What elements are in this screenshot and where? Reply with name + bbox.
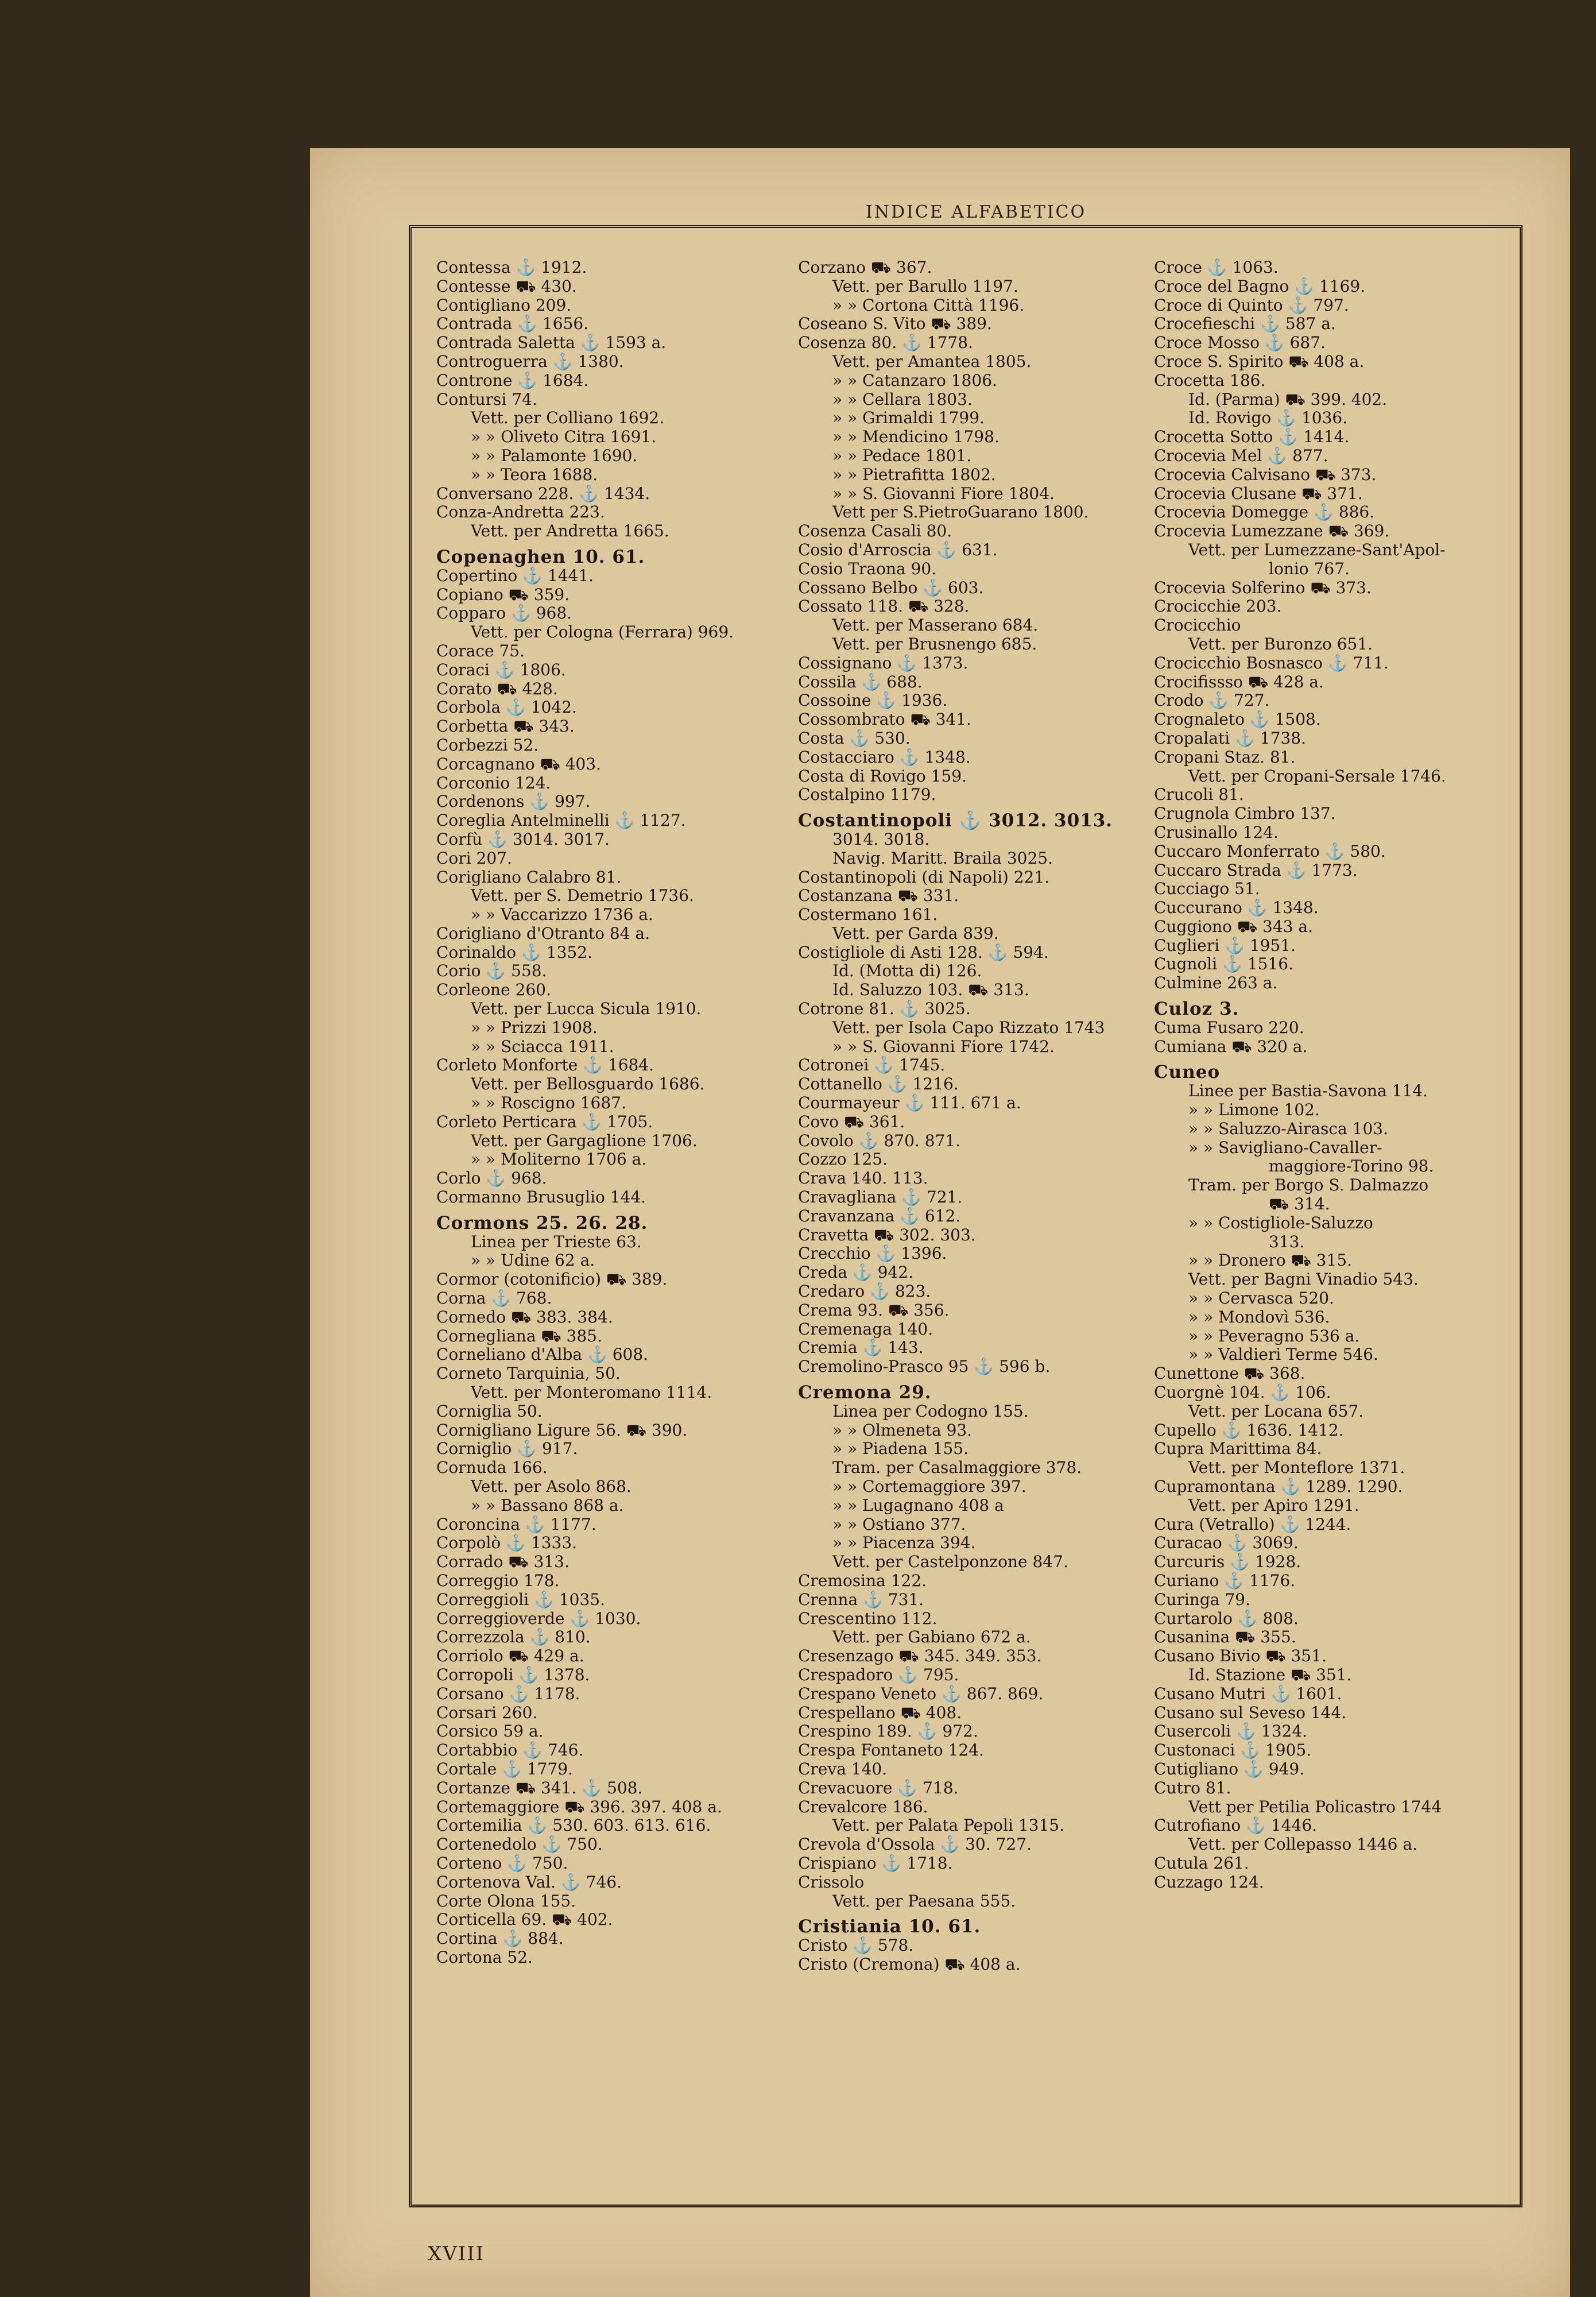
index-entry: Corigliano d'Otranto 84 a.	[436, 923, 650, 943]
index-entry: Cossila ⚓ 688.	[798, 672, 923, 691]
index-column-2	[798, 258, 1148, 2194]
index-entry: Cortona 52.	[436, 1947, 533, 1967]
index-entry: Crocicchie 203.	[1154, 597, 1282, 616]
index-entry: Crucoli 81.	[1154, 785, 1244, 805]
index-entry: Cossano Belbo ⚓ 603.	[798, 578, 984, 597]
index-entry: Vett. per Gabiano 672 a.	[832, 1627, 1031, 1647]
index-entry: Vett. per Monteromano 1114.	[471, 1383, 712, 1402]
index-entry: Cosio Traona 90.	[798, 559, 937, 578]
index-entry: Costa ⚓ 530.	[798, 728, 911, 748]
index-entry: » » Moliterno 1706 a.	[471, 1150, 647, 1169]
index-entry: Conza-Andretta 223.	[436, 502, 605, 522]
index-entry: Vett. per Lumezzane-Sant'Apol-	[1188, 540, 1446, 559]
index-entry: Corniglio ⚓ 917.	[436, 1439, 578, 1459]
index-entry: Crocevia Solferino ⛟ 373.	[1154, 578, 1372, 597]
index-entry: Cropalati ⚓ 1738.	[1154, 728, 1306, 748]
index-entry: » » Vaccarizzo 1736 a.	[471, 905, 653, 925]
index-entry: Cosenza 80. ⚓ 1778.	[798, 333, 973, 353]
index-entry: ⛟ 314.	[1269, 1194, 1330, 1214]
index-entry: lonio 767.	[1269, 559, 1350, 578]
index-entry: Corna ⚓ 768.	[436, 1289, 552, 1308]
index-entry: Vett. per Apiro 1291.	[1188, 1495, 1359, 1515]
index-entry: Cordenons ⚓ 997.	[436, 792, 591, 811]
index-entry: Crocicchio Bosnasco ⚓ 711.	[1154, 653, 1389, 672]
index-entry: Costalpino 1179.	[798, 785, 936, 805]
index-entry: Crespa Fontaneto 124.	[798, 1741, 984, 1760]
index-entry: Cornegliana ⛟ 385.	[436, 1326, 602, 1345]
index-entry: Corteno ⚓ 750.	[436, 1853, 568, 1873]
index-entry: Cutigliano ⚓ 949.	[1154, 1759, 1305, 1778]
index-entry: Vett per S.PietroGuarano 1800.	[832, 502, 1089, 522]
index-entry: Corigliano Calabro 81.	[436, 867, 622, 887]
index-entry: Cortemilia ⚓ 530. 603. 613. 616.	[436, 1816, 711, 1835]
index-entry: Corleto Monforte ⚓ 1684.	[436, 1055, 654, 1075]
index-entry: Croce di Quinto ⚓ 797.	[1154, 295, 1349, 315]
index-entry: » » Dronero ⛟ 315.	[1188, 1251, 1352, 1270]
index-entry: » » Teora 1688.	[471, 465, 598, 484]
index-entry: Corbetta ⛟ 343.	[436, 717, 575, 736]
index-entry: Navig. Maritt. Braila 3025.	[832, 848, 1053, 868]
index-entry: Id. (Motta di) 126.	[832, 961, 982, 981]
index-entry: Vett. per Bagni Vinadio 543.	[1188, 1270, 1419, 1289]
page-number: XVIII	[428, 2242, 485, 2265]
index-entry: Cortale ⚓ 1779.	[436, 1759, 573, 1778]
index-entry: Cottanello ⚓ 1216.	[798, 1074, 959, 1094]
index-entry: Cusano Bivio ⛟ 351.	[1154, 1646, 1327, 1666]
index-entry: Corsano ⚓ 1178.	[436, 1684, 580, 1703]
index-entry: Contrada ⚓ 1656.	[436, 314, 589, 334]
index-entry: Vett. per Cologna (Ferrara) 969.	[471, 622, 734, 642]
index-entry: Cortenova Val. ⚓ 746.	[436, 1872, 622, 1892]
index-entry: Croce Mosso ⚓ 687.	[1154, 333, 1326, 353]
index-entry: Costacciaro ⚓ 1348.	[798, 747, 971, 767]
index-entry: Corsico 59 a.	[436, 1722, 544, 1741]
index-entry: Croce del Bagno ⚓ 1169.	[1154, 276, 1366, 296]
index-entry: Cormor (cotonificio) ⛟ 389.	[436, 1270, 668, 1289]
index-entry: Crissolo	[798, 1872, 865, 1892]
index-entry: » » Piacenza 394.	[832, 1533, 976, 1553]
index-entry: Vett. per Locana 657.	[1188, 1401, 1364, 1421]
index-entry: Cutro 81.	[1154, 1778, 1231, 1797]
index-entry: » » Piadena 155.	[832, 1439, 969, 1459]
index-entry: Covolo ⚓ 870. 871.	[798, 1131, 961, 1150]
index-entry: Cravagliana ⚓ 721.	[798, 1188, 963, 1207]
index-entry: Linea per Codogno 155.	[832, 1401, 1029, 1421]
index-entry: Cossato 118. ⛟ 328.	[798, 597, 970, 616]
index-entry: Vett. per Palata Pepoli 1315.	[832, 1816, 1064, 1835]
index-entry: Corzano ⛟ 367.	[798, 258, 932, 277]
index-entry: Cuglieri ⚓ 1951.	[1154, 935, 1296, 955]
index-entry: 313.	[1269, 1232, 1305, 1251]
index-entry: » » Prizzi 1908.	[471, 1018, 598, 1037]
index-entry: Vett. per Garda 839.	[832, 923, 999, 943]
index-entry: Cutrofiano ⚓ 1446.	[1154, 1816, 1318, 1835]
index-entry: Coraci ⚓ 1806.	[436, 660, 566, 679]
index-entry: Crocevia Mel ⚓ 877.	[1154, 446, 1328, 465]
index-entry: » » Udine 62 a.	[471, 1251, 595, 1270]
index-entry: Id. Stazione ⛟ 351.	[1188, 1665, 1352, 1684]
index-entry: » » Cellara 1803.	[832, 389, 973, 409]
index-entry: Curtarolo ⚓ 808.	[1154, 1608, 1299, 1628]
index-entry: Crespellano ⛟ 408.	[798, 1703, 962, 1722]
index-entry: Correggio 178.	[436, 1571, 560, 1590]
index-entry: Corleto Perticara ⚓ 1705.	[436, 1112, 653, 1131]
index-entry: Croce ⚓ 1063.	[1154, 258, 1279, 277]
index-entry: Cupra Marittima 84.	[1154, 1439, 1322, 1459]
index-entry: Crocetta Sotto ⚓ 1414.	[1154, 427, 1350, 447]
index-entry: Cusano sul Seveso 144.	[1154, 1703, 1347, 1722]
index-entry: 3014. 3018.	[832, 829, 930, 849]
index-entry: Crocicchio	[1154, 616, 1241, 635]
index-entry: Crocetta 186.	[1154, 370, 1266, 390]
index-entry: Crespino 189. ⚓ 972.	[798, 1722, 978, 1741]
index-entry: Corneto Tarquinia, 50.	[436, 1364, 621, 1383]
index-entry: Cotrone 81. ⚓ 3025.	[798, 999, 971, 1019]
index-entry: Contessa ⚓ 1912.	[436, 258, 587, 277]
index-entry: Cormanno Brusuglio 144.	[436, 1188, 646, 1207]
index-entry: Cravetta ⛟ 302. 303.	[798, 1225, 976, 1244]
index-entry: Tram. per Borgo S. Dalmazzo	[1188, 1175, 1429, 1195]
index-entry: Correzzola ⚓ 810.	[436, 1627, 591, 1647]
index-entry: » » S. Giovanni Fiore 1804.	[832, 484, 1055, 503]
index-entry: Cuma Fusaro 220.	[1154, 1018, 1304, 1037]
index-entry: Cura (Vetrallo) ⚓ 1244.	[1154, 1514, 1351, 1534]
index-entry: Crocevia Lumezzane ⛟ 369.	[1154, 521, 1390, 541]
index-entry: Cornuda 166.	[436, 1458, 548, 1478]
index-entry: Cuccaro Monferrato ⚓ 580.	[1154, 841, 1386, 861]
index-entry: Vett. per Andretta 1665.	[471, 521, 669, 541]
index-entry: Vett. per Bellosguardo 1686.	[471, 1074, 705, 1094]
index-entry: Croce S. Spirito ⛟ 408 a.	[1154, 351, 1365, 371]
index-entry: Contrada Saletta ⚓ 1593 a.	[436, 333, 667, 353]
index-entry: Cucciago 51.	[1154, 879, 1260, 899]
index-entry: » » Limone 102.	[1188, 1100, 1320, 1120]
index-entry: Cremenaga 140.	[798, 1319, 933, 1339]
index-entry: » » Catanzaro 1806.	[832, 370, 997, 390]
index-entry: Corleone 260.	[436, 980, 551, 1000]
index-entry: Vett. per Brusnengo 685.	[832, 634, 1037, 653]
index-entry: Linea per Trieste 63.	[471, 1232, 642, 1251]
index-entry: » » Cortemaggiore 397.	[832, 1477, 1026, 1496]
index-entry: » » Savigliano-Cavaller-	[1188, 1138, 1382, 1157]
index-entry: Id. (Parma) ⛟ 399. 402.	[1188, 389, 1388, 409]
index-heading: Costantinopoli ⚓ 3012. 3013.	[798, 810, 1113, 832]
index-entry: Correggioli ⚓ 1035.	[436, 1590, 606, 1609]
index-entry: Curcuris ⚓ 1928.	[1154, 1552, 1301, 1572]
index-entry: Cropani Staz. 81.	[1154, 747, 1296, 767]
index-heading: Cuneo	[1154, 1062, 1221, 1083]
index-entry: Credaro ⚓ 823.	[798, 1282, 931, 1301]
index-entry: » » Ostiano 377.	[832, 1514, 966, 1534]
index-entry: Crevola d'Ossola ⚓ 30. 727.	[798, 1835, 1032, 1854]
index-entry: Corinaldo ⚓ 1352.	[436, 942, 592, 962]
index-entry: Curinga 79.	[1154, 1590, 1250, 1609]
index-entry: Vett. per Buronzo 651.	[1188, 634, 1373, 653]
index-entry: Vett. per Masserano 684.	[832, 616, 1039, 635]
index-entry: Vett. per Cropani-Sersale 1746.	[1188, 766, 1446, 786]
index-entry: Id. Rovigo ⚓ 1036.	[1188, 408, 1348, 428]
index-entry: Contursi 74.	[436, 389, 537, 409]
index-entry: Vett. per Lucca Sicula 1910.	[471, 999, 702, 1019]
index-entry: Vett. per Isola Capo Rizzato 1743	[832, 1018, 1105, 1037]
index-entry: Cozzo 125.	[798, 1150, 888, 1169]
index-entry: Cotronei ⚓ 1745.	[798, 1055, 946, 1075]
index-entry: Covo ⛟ 361.	[798, 1112, 905, 1131]
index-entry: Cortemaggiore ⛟ 396. 397. 408 a.	[436, 1797, 722, 1816]
index-column-3	[1154, 258, 1504, 2194]
index-entry: » » Pietrafitta 1802.	[832, 465, 996, 484]
index-entry: Vett. per Barullo 1197.	[832, 276, 1018, 296]
index-entry: Cortenedolo ⚓ 750.	[436, 1835, 603, 1854]
index-entry: Cupello ⚓ 1636. 1412.	[1154, 1420, 1344, 1440]
index-heading: Cormons 25. 26. 28.	[436, 1212, 648, 1233]
index-entry: Corte Olona 155.	[436, 1891, 576, 1911]
index-entry: Controguerra ⚓ 1380.	[436, 351, 624, 371]
index-entry: » » Oliveto Citra 1691.	[471, 427, 657, 447]
index-entry: Curacao ⚓ 3069.	[1154, 1533, 1299, 1553]
index-entry: » » Cervasca 520.	[1188, 1289, 1334, 1308]
index-entry: Cossoine ⚓ 1936.	[798, 691, 948, 710]
index-entry: Corbezzi 52.	[436, 735, 539, 755]
index-entry: Corconio 124.	[436, 773, 551, 792]
index-entry: Culmine 263 a.	[1154, 973, 1278, 993]
index-entry: Id. Saluzzo 103. ⛟ 313.	[832, 980, 1029, 1000]
index-entry: Cresenzago ⛟ 345. 349. 353.	[798, 1646, 1042, 1666]
index-entry: Crecchio ⚓ 1396.	[798, 1244, 947, 1263]
index-entry: Cori 207.	[436, 848, 512, 868]
index-entry: Custonaci ⚓ 1905.	[1154, 1741, 1312, 1760]
index-entry: » » Mendicino 1798.	[832, 427, 1000, 447]
index-entry: Cortanze ⛟ 341. ⚓ 508.	[436, 1778, 643, 1797]
index-entry: Corniglia 50.	[436, 1401, 543, 1421]
page-header: INDICE ALFABETICO	[865, 202, 1087, 222]
index-entry: Crugnola Cimbro 137.	[1154, 804, 1336, 823]
index-entry: » » Roscigno 1687.	[471, 1093, 626, 1113]
index-entry: Corrado ⛟ 313.	[436, 1552, 570, 1572]
index-entry: » » S. Giovanni Fiore 1742.	[832, 1037, 1055, 1056]
index-entry: Corbola ⚓ 1042.	[436, 698, 577, 717]
index-entry: Cravanzana ⚓ 612.	[798, 1206, 961, 1225]
index-entry: Crognaleto ⚓ 1508.	[1154, 710, 1321, 729]
index-entry: Cusano Mutri ⚓ 1601.	[1154, 1684, 1342, 1703]
index-entry: Creva 140.	[798, 1759, 888, 1778]
index-entry: » » Grimaldi 1799.	[832, 408, 985, 428]
index-entry: Crespano Veneto ⚓ 867. 869.	[798, 1684, 1044, 1703]
index-heading: Cristiania 10. 61.	[798, 1916, 981, 1938]
index-entry: Linee per Bastia-Savona 114.	[1188, 1081, 1428, 1101]
index-entry: Copparo ⚓ 968.	[436, 604, 572, 623]
index-entry: Cuggiono ⛟ 343 a.	[1154, 917, 1313, 936]
index-entry: Corcagnano ⛟ 403.	[436, 754, 601, 774]
index-entry: Corato ⛟ 428.	[436, 679, 558, 698]
index-entry: maggiore-Torino 98.	[1269, 1157, 1434, 1176]
index-entry: » » Mondovì 536.	[1188, 1307, 1330, 1327]
index-entry: Controne ⚓ 1684.	[436, 370, 589, 390]
index-entry: » » Olmeneta 93.	[832, 1420, 973, 1440]
index-entry: » » Saluzzo-Airasca 103.	[1188, 1119, 1388, 1138]
index-entry: Costanzana ⛟ 331.	[798, 886, 959, 906]
index-column-1	[436, 258, 787, 2194]
index-entry: Cristo ⚓ 578.	[798, 1936, 914, 1955]
index-entry: Crava 140. 113.	[798, 1169, 928, 1188]
index-entry: Cugnoli ⚓ 1516.	[1154, 954, 1294, 974]
index-entry: Crusinallo 124.	[1154, 822, 1279, 842]
index-entry: Cuorgnè 104. ⚓ 106.	[1154, 1383, 1331, 1402]
index-entry: Crispiano ⚓ 1718.	[798, 1853, 953, 1873]
index-entry: Crespadoro ⚓ 795.	[798, 1665, 959, 1684]
index-entry: Tram. per Casalmaggiore 378.	[832, 1458, 1082, 1478]
index-heading: Culoz 3.	[1154, 999, 1239, 1020]
index-entry: Corsari 260.	[436, 1703, 538, 1722]
index-entry: Coseano S. Vito ⛟ 389.	[798, 314, 992, 334]
index-entry: Courmayeur ⚓ 111. 671 a.	[798, 1093, 1021, 1113]
index-entry: Cupramontana ⚓ 1289. 1290.	[1154, 1477, 1403, 1496]
index-entry: » » Lugagnano 408 a	[832, 1495, 1004, 1515]
index-entry: Coroncina ⚓ 1177.	[436, 1514, 596, 1534]
index-entry: Vett. per S. Demetrio 1736.	[471, 886, 694, 906]
index-entry: Costigliole di Asti 128. ⚓ 594.	[798, 942, 1049, 962]
index-entry: Cutula 261.	[1154, 1853, 1249, 1873]
index-entry: Cusanina ⛟ 355.	[1154, 1627, 1296, 1647]
index-entry: Cristo (Cremona) ⛟ 408 a.	[798, 1954, 1021, 1974]
index-entry: Corropoli ⚓ 1378.	[436, 1665, 590, 1684]
index-entry: Cosio d'Arroscia ⚓ 631.	[798, 540, 998, 559]
index-heading: Cremona 29.	[798, 1382, 932, 1403]
index-entry: Curiano ⚓ 1176.	[1154, 1571, 1296, 1590]
index-entry: Cuccurano ⚓ 1348.	[1154, 898, 1319, 918]
index-entry: » » Pedace 1801.	[832, 446, 972, 465]
index-entry: Coreglia Antelminelli ⚓ 1127.	[436, 811, 686, 830]
index-entry: Cosenza Casali 80.	[798, 521, 952, 541]
index-entry: Cumiana ⛟ 320 a.	[1154, 1037, 1308, 1056]
index-entry: Vett. per Monteflore 1371.	[1188, 1458, 1405, 1478]
index-entry: Cornigliano Ligure 56. ⛟ 390.	[436, 1420, 688, 1440]
index-entry: Vett. per Paesana 555.	[832, 1891, 1016, 1911]
index-entry: Corlo ⚓ 968.	[436, 1169, 547, 1188]
index-entry: » » Valdieri Terme 546.	[1188, 1345, 1378, 1364]
index-entry: Cremia ⚓ 143.	[798, 1338, 924, 1358]
index-entry: Crocevia Calvisano ⛟ 373.	[1154, 465, 1377, 484]
index-entry: Cossombrato ⛟ 341.	[798, 710, 971, 729]
index-entry: Vett. per Castelponzone 847.	[832, 1552, 1068, 1572]
index-entry: Costa di Rovigo 159.	[798, 766, 967, 786]
index-entry: Cremosina 122.	[798, 1571, 927, 1590]
index-entry: » » Peveragno 536 a.	[1188, 1326, 1360, 1345]
index-entry: Vett. per Gargaglione 1706.	[471, 1131, 698, 1150]
index-entry: Cortabbio ⚓ 746.	[436, 1741, 584, 1760]
index-entry: Corio ⚓ 558.	[436, 961, 547, 981]
index-entry: Crevacuore ⚓ 718.	[798, 1778, 959, 1797]
index-entry: Copertino ⚓ 1441.	[436, 566, 594, 585]
index-entry: Corneliano d'Alba ⚓ 608.	[436, 1345, 649, 1364]
index-entry: Conversano 228. ⚓ 1434.	[436, 484, 650, 503]
index-entry: Vett. per Colliano 1692.	[471, 408, 665, 428]
index-entry: Contesse ⛟ 430.	[436, 276, 577, 296]
index-entry: Crodo ⚓ 727.	[1154, 691, 1270, 710]
index-entry: Costantinopoli (di Napoli) 221.	[798, 867, 1050, 887]
index-entry: Cusercoli ⚓ 1324.	[1154, 1722, 1308, 1741]
index-entry: » » Costigliole-Saluzzo	[1188, 1213, 1373, 1232]
index-entry: Vett. per Amantea 1805.	[832, 351, 1032, 371]
index-entry: » » Sciacca 1911.	[471, 1037, 614, 1056]
index-entry: Crocifissso ⛟ 428 a.	[1154, 672, 1324, 691]
index-entry: Cornedo ⛟ 383. 384.	[436, 1307, 613, 1327]
index-entry: Vett per Petilia Policastro 1744	[1188, 1797, 1442, 1816]
index-entry: Crema 93. ⛟ 356.	[798, 1300, 950, 1320]
index-entry: Vett. per Asolo 868.	[471, 1477, 632, 1496]
index-entry: Crocevia Clusane ⛟ 371.	[1154, 484, 1363, 503]
index-entry: » » Cortona Città 1196.	[832, 295, 1025, 315]
index-entry: » » Palamonte 1690.	[471, 446, 638, 465]
index-entry: Crenna ⚓ 731.	[798, 1590, 924, 1609]
index-entry: Cossignano ⚓ 1373.	[798, 653, 969, 672]
index-entry: Crocefieschi ⚓ 587 a.	[1154, 314, 1336, 334]
index-entry: » » Bassano 868 a.	[471, 1495, 624, 1515]
index-entry: Costermano 161.	[798, 905, 938, 925]
index-entry: Cuzzago 124.	[1154, 1872, 1264, 1892]
index-entry: Corfù ⚓ 3014. 3017.	[436, 829, 610, 849]
index-entry: Crevalcore 186.	[798, 1797, 928, 1816]
index-entry: Cremolino-Prasco 95 ⚓ 596 b.	[798, 1357, 1051, 1376]
index-entry: Copiano ⛟ 359.	[436, 585, 570, 604]
index-entry: Creda ⚓ 942.	[798, 1263, 914, 1282]
index-entry: Cuccaro Strada ⚓ 1773.	[1154, 860, 1358, 880]
index-entry: Crocevia Domegge ⚓ 886.	[1154, 502, 1375, 522]
index-entry: Cunettone ⛟ 368.	[1154, 1364, 1306, 1383]
index-entry: Crescentino 112.	[798, 1608, 938, 1628]
index-entry: Corpolò ⚓ 1333.	[436, 1533, 578, 1553]
index-entry: Cortina ⚓ 884.	[436, 1929, 564, 1948]
index-entry: Contigliano 209.	[436, 295, 572, 315]
index-entry: Vett. per Collepasso 1446 a.	[1188, 1835, 1417, 1854]
index-entry: Correggioverde ⚓ 1030.	[436, 1608, 641, 1628]
index-heading: Copenaghen 10. 61.	[436, 546, 645, 567]
index-entry: Corriolo ⛟ 429 a.	[436, 1646, 584, 1666]
index-entry: Corticella 69. ⛟ 402.	[436, 1910, 613, 1929]
index-entry: Corace 75.	[436, 641, 525, 660]
